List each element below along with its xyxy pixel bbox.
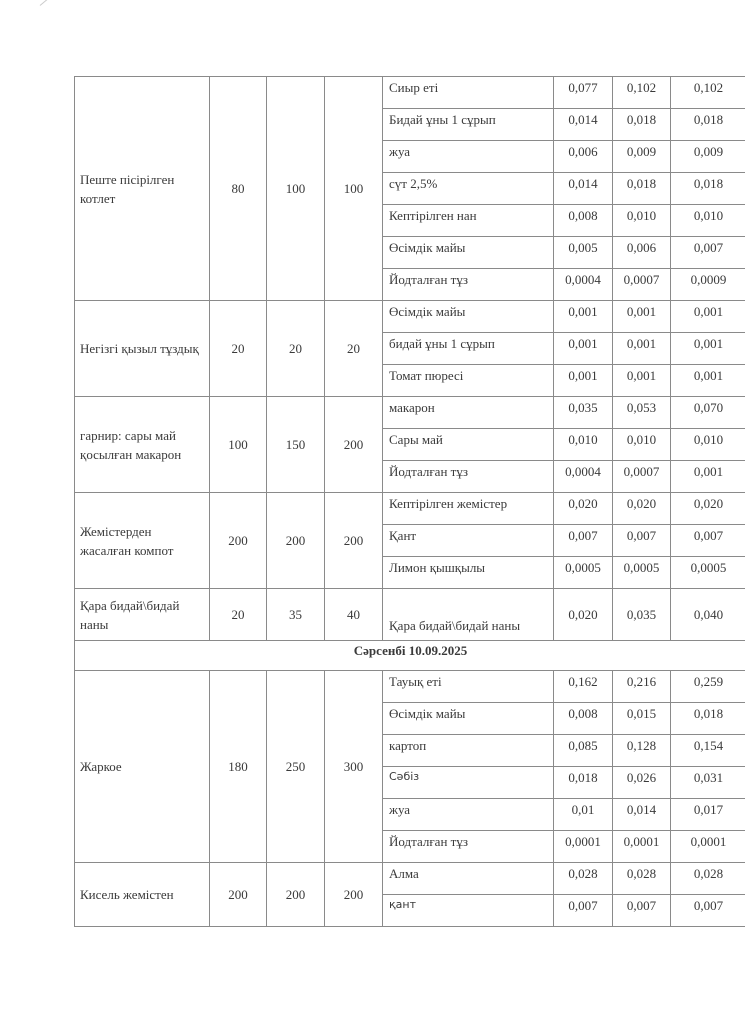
ingredient-amount: 0,001: [671, 461, 745, 493]
ingredient-name: Сары май: [383, 429, 554, 461]
ingredient-amount: 0,010: [554, 429, 613, 461]
dish-name: Негізгі қызыл тұздық: [75, 301, 210, 397]
portion-grams: 250: [267, 671, 325, 863]
portion-grams: 200: [325, 493, 383, 589]
portion-grams: 200: [325, 397, 383, 493]
ingredient-amount: 0,070: [671, 397, 745, 429]
ingredient-amount: 0,001: [554, 301, 613, 333]
ingredient-amount: 0,040: [671, 589, 745, 641]
ingredient-amount: 0,007: [613, 895, 671, 927]
ingredient-amount: 0,0005: [554, 557, 613, 589]
ingredient-name: Йодталған тұз: [383, 269, 554, 301]
ingredient-amount: 0,0007: [613, 269, 671, 301]
ingredient-name: Йодталған тұз: [383, 461, 554, 493]
ingredient-name: Алма: [383, 863, 554, 895]
ingredient-amount: 0,007: [671, 895, 745, 927]
table-row: [75, 493, 745, 525]
ingredient-name: Сиыр еті: [383, 77, 554, 109]
ingredient-amount: 0,010: [671, 205, 745, 237]
ingredient-amount: 0,017: [671, 799, 745, 831]
ingredient-amount: 0,018: [671, 173, 745, 205]
portion-grams: 40: [325, 589, 383, 641]
portion-grams: 150: [267, 397, 325, 493]
ingredient-amount: 0,014: [554, 173, 613, 205]
ingredient-amount: 0,001: [554, 333, 613, 365]
ingredient-amount: 0,154: [671, 735, 745, 767]
portion-grams: 100: [325, 77, 383, 301]
table-row: [75, 397, 745, 429]
ingredient-amount: 0,0001: [554, 831, 613, 863]
ingredient-amount: 0,053: [613, 397, 671, 429]
ingredient-amount: 0,009: [613, 141, 671, 173]
portion-grams: 80: [210, 77, 267, 301]
ingredient-amount: 0,035: [613, 589, 671, 641]
ingredient-amount: 0,010: [613, 205, 671, 237]
ingredient-name: Қант: [383, 525, 554, 557]
ingredient-amount: 0,028: [554, 863, 613, 895]
ingredient-name: Кептірілген жемістер: [383, 493, 554, 525]
ingredient-name: Өсімдік майы: [383, 237, 554, 269]
date-row: [75, 641, 745, 671]
portion-grams: 35: [267, 589, 325, 641]
ingredient-name: жуа: [383, 141, 554, 173]
ingredient-amount: 0,007: [613, 525, 671, 557]
ingredient-amount: 0,007: [554, 525, 613, 557]
portion-grams: 20: [210, 301, 267, 397]
ingredient-amount: 0,007: [671, 525, 745, 557]
ingredient-amount: 0,162: [554, 671, 613, 703]
ingredient-name: Томат пюресі: [383, 365, 554, 397]
ingredient-amount: 0,0001: [671, 831, 745, 863]
ingredient-name: Өсімдік майы: [383, 703, 554, 735]
ingredient-name: бидай ұны 1 сұрып: [383, 333, 554, 365]
portion-grams: 180: [210, 671, 267, 863]
day-date-heading: Сәрсенбі 10.09.2025: [75, 641, 745, 671]
ingredient-amount: 0,028: [671, 863, 745, 895]
ingredient-amount: 0,020: [613, 493, 671, 525]
dish-name: Жемістерден жасалған компот: [75, 493, 210, 589]
table-row: [75, 301, 745, 333]
ingredient-amount: 0,006: [613, 237, 671, 269]
ingredient-name: Тауық еті: [383, 671, 554, 703]
ingredient-amount: 0,031: [671, 767, 745, 799]
portion-grams: 20: [267, 301, 325, 397]
scan-artifact-line: [40, 0, 94, 6]
ingredient-amount: 0,020: [554, 589, 613, 641]
ingredient-name: Сәбіз: [383, 767, 554, 799]
ingredient-amount: 0,009: [671, 141, 745, 173]
ingredient-amount: 0,018: [671, 703, 745, 735]
dish-name: Пеште пісірілген котлет: [75, 77, 210, 301]
ingredient-name: жуа: [383, 799, 554, 831]
portion-grams: 200: [267, 863, 325, 927]
menu-ingredients-table: [74, 76, 745, 927]
ingredient-amount: 0,014: [613, 799, 671, 831]
ingredient-amount: 0,01: [554, 799, 613, 831]
ingredient-amount: 0,005: [554, 237, 613, 269]
ingredient-amount: 0,001: [613, 365, 671, 397]
portion-grams: 100: [267, 77, 325, 301]
ingredient-amount: 0,0004: [554, 269, 613, 301]
ingredient-amount: 0,035: [554, 397, 613, 429]
portion-grams: 200: [325, 863, 383, 927]
ingredient-amount: 0,018: [613, 109, 671, 141]
portion-grams: 200: [210, 863, 267, 927]
ingredient-amount: 0,0007: [613, 461, 671, 493]
ingredient-amount: 0,0004: [554, 461, 613, 493]
ingredient-amount: 0,018: [671, 109, 745, 141]
ingredient-amount: 0,001: [671, 365, 745, 397]
ingredient-name: Лимон қышқылы: [383, 557, 554, 589]
portion-grams: 100: [210, 397, 267, 493]
ingredient-name: сүт 2,5%: [383, 173, 554, 205]
ingredient-amount: 0,216: [613, 671, 671, 703]
portion-grams: 20: [210, 589, 267, 641]
ingredient-amount: 0,007: [554, 895, 613, 927]
ingredient-amount: 0,020: [554, 493, 613, 525]
ingredient-amount: 0,008: [554, 703, 613, 735]
ingredient-name: Өсімдік майы: [383, 301, 554, 333]
ingredient-amount: 0,001: [671, 301, 745, 333]
ingredient-amount: 0,0001: [613, 831, 671, 863]
ingredient-name: Бидай ұны 1 сұрып: [383, 109, 554, 141]
portion-grams: 200: [210, 493, 267, 589]
ingredient-name: макарон: [383, 397, 554, 429]
table-row: [75, 589, 745, 641]
ingredient-amount: 0,028: [613, 863, 671, 895]
ingredient-amount: 0,008: [554, 205, 613, 237]
table-row: [75, 863, 745, 895]
ingredient-amount: 0,077: [554, 77, 613, 109]
ingredient-amount: 0,010: [671, 429, 745, 461]
ingredient-amount: 0,020: [671, 493, 745, 525]
ingredient-name: картоп: [383, 735, 554, 767]
ingredient-amount: 0,0009: [671, 269, 745, 301]
ingredient-amount: 0,001: [613, 301, 671, 333]
ingredient-amount: 0,010: [613, 429, 671, 461]
ingredient-name: Қара бидай\бидай наны: [383, 589, 554, 641]
ingredient-amount: 0,015: [613, 703, 671, 735]
ingredient-amount: 0,007: [671, 237, 745, 269]
portion-grams: 200: [267, 493, 325, 589]
table-row: [75, 671, 745, 703]
ingredient-amount: 0,085: [554, 735, 613, 767]
ingredient-amount: 0,018: [613, 173, 671, 205]
dish-name: Кисель жемістен: [75, 863, 210, 927]
portion-grams: 20: [325, 301, 383, 397]
ingredient-amount: 0,001: [613, 333, 671, 365]
ingredient-amount: 0,014: [554, 109, 613, 141]
table-row: [75, 77, 745, 109]
table-body: [75, 77, 745, 927]
ingredient-amount: 0,006: [554, 141, 613, 173]
ingredient-amount: 0,026: [613, 767, 671, 799]
ingredient-name: қант: [383, 895, 554, 927]
ingredient-amount: 0,102: [613, 77, 671, 109]
ingredient-amount: 0,001: [554, 365, 613, 397]
ingredient-amount: 0,0005: [671, 557, 745, 589]
dish-name: Жаркое: [75, 671, 210, 863]
dish-name: Қара бидай\бидай наны: [75, 589, 210, 641]
ingredient-amount: 0,128: [613, 735, 671, 767]
dish-name: гарнир: сары май қосылған макарон: [75, 397, 210, 493]
ingredient-amount: 0,259: [671, 671, 745, 703]
ingredient-amount: 0,0005: [613, 557, 671, 589]
ingredient-name: Йодталған тұз: [383, 831, 554, 863]
ingredient-name: Кептірілген нан: [383, 205, 554, 237]
ingredient-amount: 0,102: [671, 77, 745, 109]
ingredient-amount: 0,001: [671, 333, 745, 365]
portion-grams: 300: [325, 671, 383, 863]
ingredient-amount: 0,018: [554, 767, 613, 799]
